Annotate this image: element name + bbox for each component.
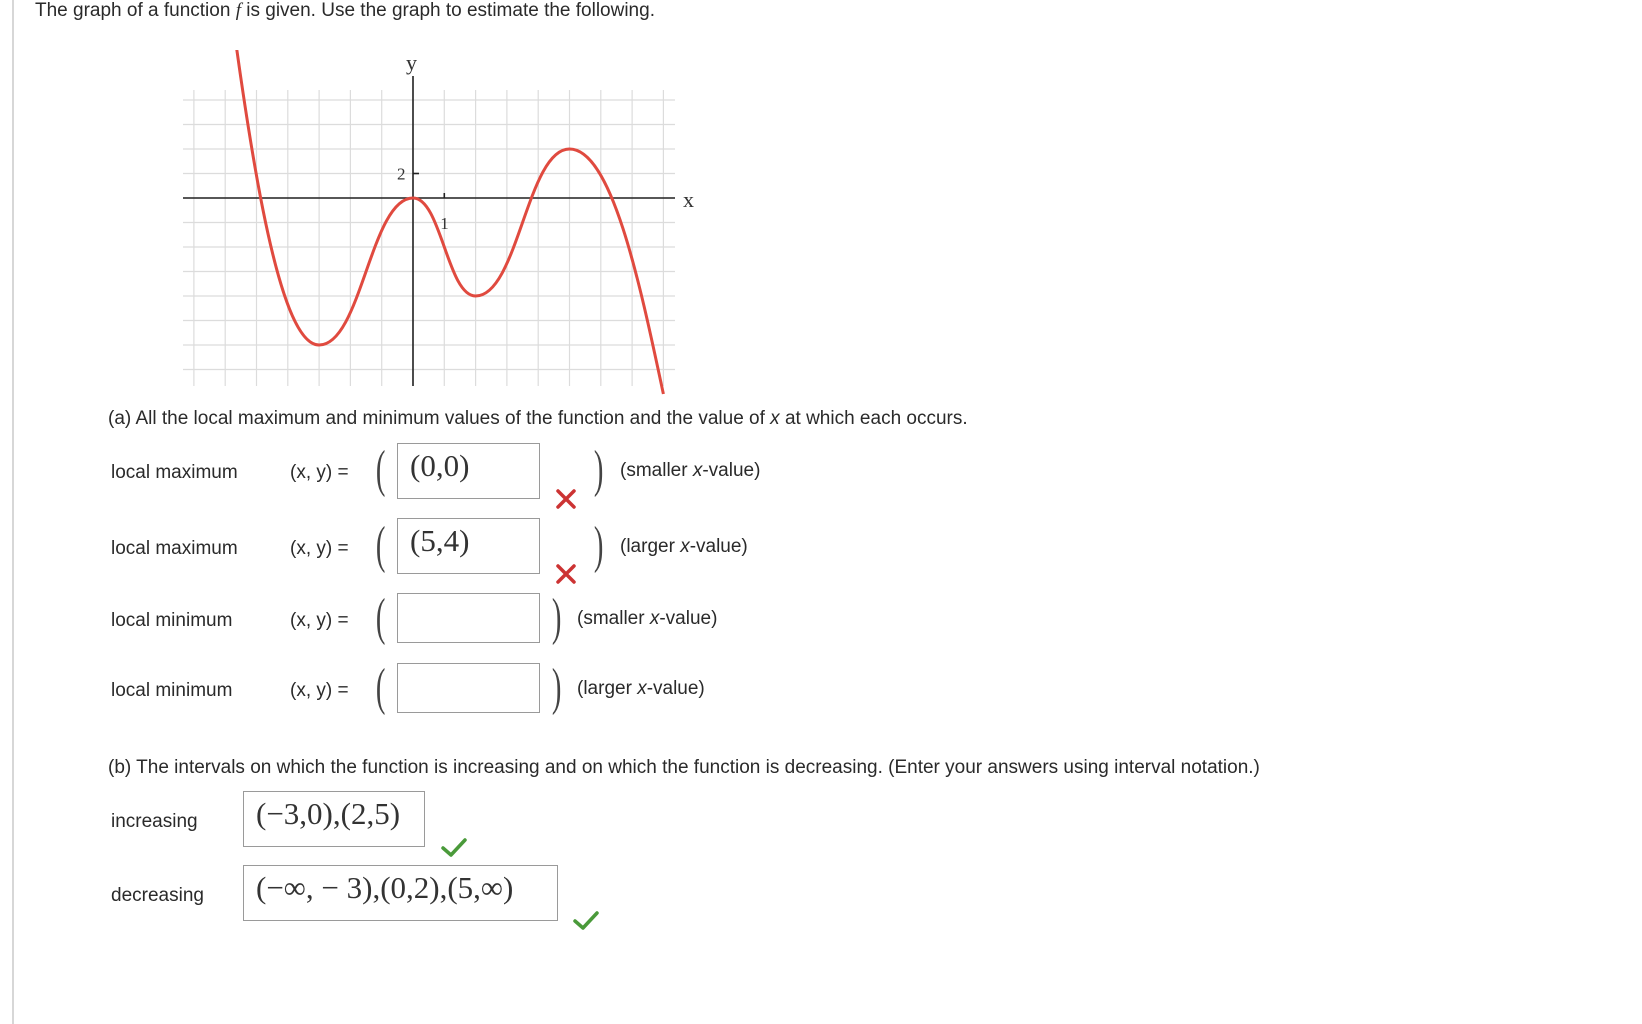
- close-paren-3: ): [551, 589, 562, 646]
- xy-equals-4: (x, y) =: [290, 680, 349, 701]
- close-paren-4: ): [551, 659, 562, 716]
- x-axis-label: x: [683, 187, 694, 212]
- left-border: [12, 0, 14, 1024]
- hint-smaller-1: (smaller x-value): [620, 460, 761, 481]
- xy-equals-1: (x, y) =: [290, 462, 349, 483]
- local-min-larger-input[interactable]: [397, 663, 540, 713]
- local-min-smaller-input[interactable]: [397, 593, 540, 643]
- question-prompt: The graph of a function f is given. Use the graph to estimate the following.: [35, 0, 655, 21]
- part-a-prompt: (a) All the local maximum and minimum values of the function and the value of x at which each occurs.: [108, 408, 968, 429]
- row-label-min-2: local minimum: [111, 680, 233, 701]
- increasing-input[interactable]: (−3,0),(2,5): [243, 791, 425, 847]
- xy-equals-3: (x, y) =: [290, 610, 349, 631]
- part-b-prompt: (b) The intervals on which the function is increasing and on which the function is decreasing. (Enter your answers using interval notation.): [108, 757, 1260, 778]
- row-label-max-1: local maximum: [111, 462, 238, 483]
- close-paren-2: ): [593, 517, 604, 574]
- hint-larger-4: (larger x-value): [577, 678, 705, 699]
- correct-check-icon: [440, 836, 468, 858]
- y-axis-label: y: [406, 50, 417, 75]
- y-tick-label: 2: [397, 164, 406, 184]
- row-label-min-1: local minimum: [111, 610, 233, 631]
- correct-check-icon: [572, 909, 600, 931]
- open-paren-2: (: [375, 517, 386, 574]
- local-max-larger-input[interactable]: (5,4): [397, 518, 540, 574]
- incorrect-x-icon: [555, 488, 577, 510]
- close-paren-1: ): [593, 441, 604, 498]
- open-paren-1: (: [375, 441, 386, 498]
- open-paren-3: (: [375, 589, 386, 646]
- decreasing-label: decreasing: [111, 885, 204, 906]
- xy-equals-2: (x, y) =: [290, 538, 349, 559]
- graph-grid: [183, 90, 675, 386]
- function-graph: [175, 50, 735, 410]
- row-label-max-2: local maximum: [111, 538, 238, 559]
- open-paren-4: (: [375, 659, 386, 716]
- increasing-label: increasing: [111, 811, 198, 832]
- incorrect-x-icon: [555, 563, 577, 585]
- local-max-smaller-input[interactable]: (0,0): [397, 443, 540, 499]
- hint-larger-2: (larger x-value): [620, 536, 748, 557]
- decreasing-input[interactable]: (−∞, − 3),(0,2),(5,∞): [243, 865, 558, 921]
- x-tick-label: 1: [440, 214, 449, 233]
- hint-smaller-3: (smaller x-value): [577, 608, 718, 629]
